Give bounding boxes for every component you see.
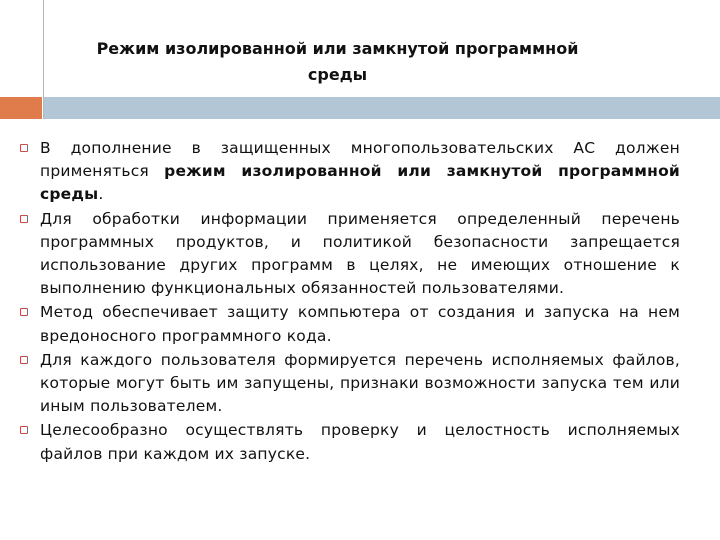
bullet-item — [20, 349, 680, 419]
bullet-square-icon — [20, 144, 28, 152]
bullet-item — [20, 137, 680, 207]
header-accent-orange-bar — [0, 97, 42, 119]
bullet-item — [20, 208, 680, 301]
slide-title — [40, 36, 635, 88]
bullet-text: Для каждого пользователя формируется перечень исполняемых файлов, которые могут быть им запущены, признаки возможности запуска тем или иным пользователем. — [40, 350, 680, 416]
bullet-text-before: В дополнение в защищенных многопользовательских АС должен применяться — [40, 139, 680, 181]
bullet-item — [20, 301, 680, 347]
bullet-text-bold: режим изолированной или замкнутой программной среды — [40, 162, 680, 204]
header-accent-blue-bar — [44, 97, 720, 119]
bullet-square-icon — [20, 308, 28, 316]
bullet-list — [20, 137, 680, 466]
bullet-square-icon — [20, 426, 28, 434]
bullet-text-after: . — [98, 185, 104, 204]
slide-title-line-2: среды — [307, 65, 368, 84]
bullet-square-icon — [20, 215, 28, 223]
bullet-text: Метод обеспечивает защиту компьютера от создания и запуска на нем вредоносного программного кода. — [40, 303, 680, 345]
bullet-item — [20, 419, 680, 465]
bullet-text: Для обработки информации применяется определенный перечень программных продуктов, и политикой безопасности запрещается использование других программ в целях, не имеющих отношение к выполнению функциональных обязанностей пользователями. — [40, 209, 680, 298]
bullet-square-icon — [20, 356, 28, 364]
bullet-text: Целесообразно осуществлять проверку и целостность исполняемых файлов при каждом их запуске. — [40, 421, 680, 463]
slide-title-line-1: Режим изолированной или замкнутой программной — [96, 39, 579, 58]
